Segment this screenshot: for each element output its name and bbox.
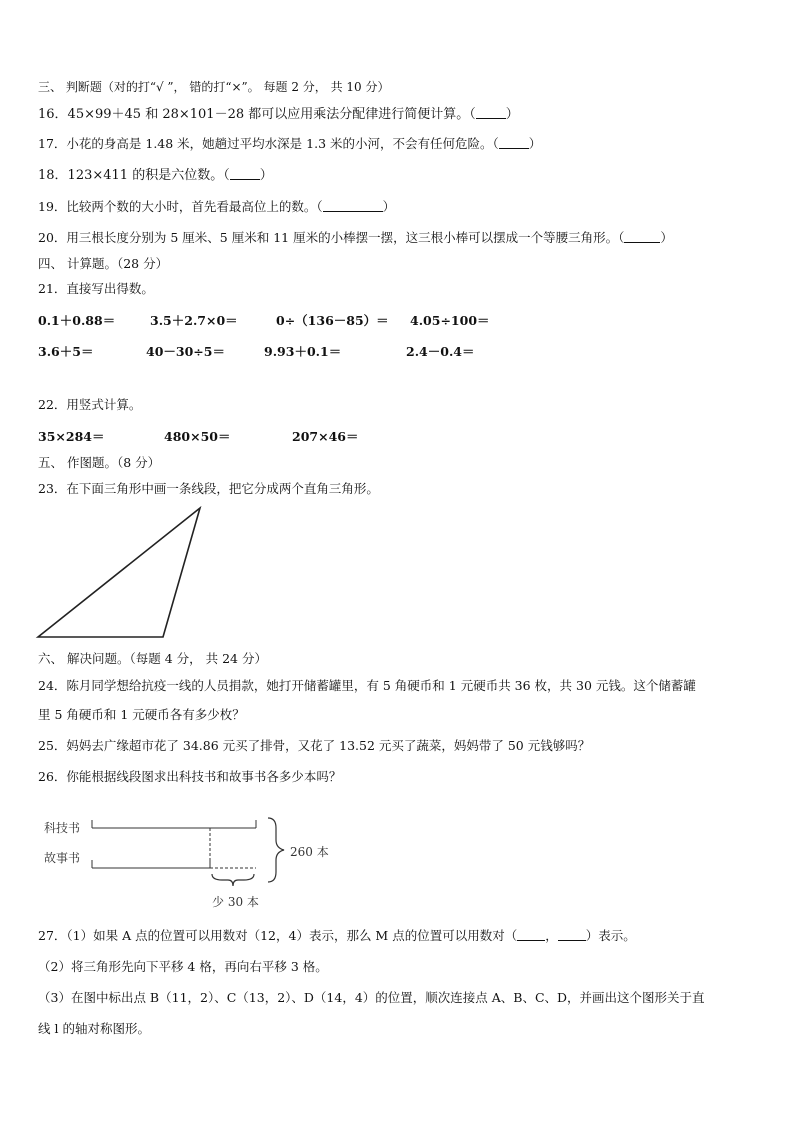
question-26: 26．你能根据线段图求出科技书和故事书各多少本吗？ xyxy=(38,769,342,784)
question-25: 25．妈妈去广缘超市花了 34.86 元买了排骨，又花了 13.52 元买了蔬菜，妈妈带了 50 元钱够吗？ xyxy=(38,738,591,753)
section-6-title: 六、 解决问题。（每题 4 分， 共 24 分） xyxy=(38,651,267,666)
question-27-line4: 线 l 的轴对称图形。 xyxy=(38,1021,150,1036)
question-17-text: 17．小花的身高是 1.48 米，她趟过平均水深是 1.3 米的小河，不会有任何危险。（ xyxy=(38,136,499,151)
label-science-books: 科技书 xyxy=(44,821,81,835)
section-3-title: 三、 判断题（对的打“√ ”， 错的打“×”。 每题 2 分， 共 10 分） xyxy=(38,80,390,94)
question-20 xyxy=(38,230,673,246)
question-27-text-a: 27．（1）如果 A 点的位置可以用数对（12，4）表示，那么 M 点的位置可以用数对（ xyxy=(38,928,518,943)
question-27-line2: （2）将三角形先向下平移 4 格，再向右平移 3 格。 xyxy=(38,959,328,974)
total-label: 260 本 xyxy=(290,845,329,859)
answer-blank-16[interactable] xyxy=(476,106,506,119)
question-16 xyxy=(38,106,519,123)
question-27-text-b: ， xyxy=(545,928,558,943)
question-27-line3: （3）在图中标出点 B（11，2）、C（13，2）、D（14，4）的位置，顺次连接点 A、B、C、D，并画出这个图形关于直 xyxy=(38,990,705,1005)
oral-calc-item: 0÷（136－85）＝ xyxy=(276,313,389,328)
question-16-text: 16．45×99＋45 和 28×101－28 都可以应用乘法分配律进行简便计算。（ xyxy=(38,107,476,122)
question-22: 22．用竖式计算。 xyxy=(38,397,142,412)
question-19-end: ） xyxy=(382,199,396,214)
section-4-title: 四、 计算题。（28 分） xyxy=(38,256,169,271)
label-story-books: 故事书 xyxy=(44,851,81,865)
question-17-end: ） xyxy=(528,136,542,151)
question-19-text: 19．比较两个数的大小时，首先看最高位上的数。（ xyxy=(38,199,323,214)
question-18 xyxy=(38,167,273,184)
oral-calc-item: 40－30÷5＝ xyxy=(146,344,225,359)
question-18-text: 18．123×411 的积是六位数。（ xyxy=(38,168,230,183)
question-20-text: 20．用三根长度分别为 5 厘米、5 厘米和 11 厘米的小棒摆一摆，这三根小棒可以摆成一个等腰三角形。（ xyxy=(38,230,625,245)
oral-calc-item: 2.4－0.4＝ xyxy=(406,344,475,359)
total-brace xyxy=(268,818,284,882)
vertical-calc-item: 480×50＝ xyxy=(164,429,231,444)
oral-calc-item: 9.93＋0.1＝ xyxy=(264,344,342,359)
answer-blank-17[interactable] xyxy=(499,136,529,149)
answer-blank-27-x[interactable] xyxy=(517,928,545,941)
oral-calc-item: 3.5＋2.7×0＝ xyxy=(150,313,238,328)
answer-blank-18[interactable] xyxy=(230,167,260,180)
question-17 xyxy=(38,136,541,152)
oral-calc-item: 0.1＋0.88＝ xyxy=(38,313,116,328)
vertical-calc-item: 207×46＝ xyxy=(292,429,359,444)
question-21: 21．直接写出得数。 xyxy=(38,281,154,296)
answer-blank-20[interactable] xyxy=(624,230,660,243)
oral-calc-item: 3.6＋5＝ xyxy=(38,344,94,359)
difference-label: 少 30 本 xyxy=(212,895,259,909)
question-20-end: ） xyxy=(660,230,673,245)
answer-blank-19[interactable] xyxy=(323,199,383,212)
question-27-text-c: ）表示。 xyxy=(585,928,636,943)
answer-blank-27-y[interactable] xyxy=(558,928,586,941)
question-19 xyxy=(38,199,395,215)
question-18-end: ） xyxy=(259,168,273,183)
question-23: 23．在下面三角形中画一条线段，把它分成两个直角三角形。 xyxy=(38,481,379,496)
difference-brace xyxy=(212,874,254,886)
question-24-line1: 24．陈月同学想给抗疫一线的人员捐款，她打开储蓄罐里，有 5 角硬币和 1 元硬币共 36 枚，共 30 元钱。这个储蓄罐 xyxy=(38,678,696,693)
question-16-end: ） xyxy=(505,107,519,122)
question-24-line2: 里 5 角硬币和 1 元硬币各有多少枚？ xyxy=(38,707,245,722)
obtuse-triangle xyxy=(38,508,200,637)
vertical-calc-item: 35×284＝ xyxy=(38,429,105,444)
question-27-line1 xyxy=(38,928,636,944)
oral-calc-item: 4.05÷100＝ xyxy=(410,313,490,328)
section-5-title: 五、 作图题。（8 分） xyxy=(38,455,161,470)
